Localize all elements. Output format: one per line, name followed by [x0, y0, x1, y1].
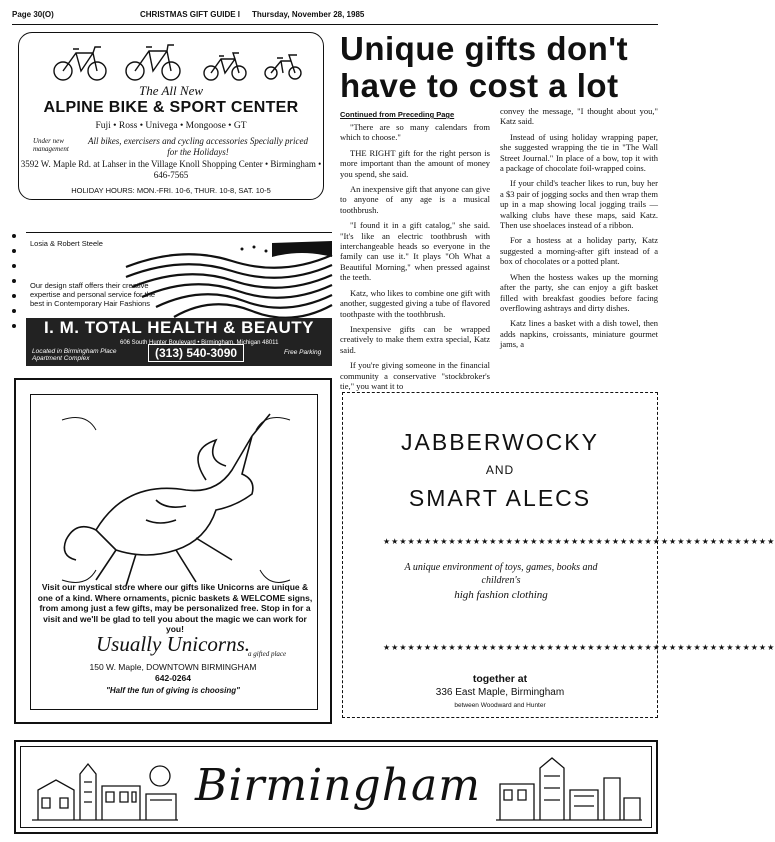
unicorns-store-name: Usually Unicorns.	[96, 632, 250, 656]
article-paragraph: If your child's teacher likes to run, buy her a $3 pair of jogging socks and then wrap them up in a map showing local jogging trails — walking clubs have these maps, said Katz. Then use shoelaces instead of a ribbon.	[500, 178, 658, 231]
birmingham-banner	[14, 740, 658, 834]
article-paragraph: Katz, who likes to combine one gift with another, suggested giving a tube of flavored toothpaste with the toothbrush.	[340, 287, 490, 319]
jabberwocky-together: together at	[472, 673, 528, 685]
health-owners: Losia & Robert Steele	[30, 239, 103, 248]
skyline-left-illustration	[30, 754, 180, 824]
jabberwocky-clothing: high fashion clothing	[454, 589, 548, 601]
article-paragraph: THE RIGHT gift for the right person is more important than the amount of money you spend, she said.	[340, 147, 490, 179]
health-ad-band	[26, 318, 332, 366]
health-location: Located in Birmingham Place Apartment Complex	[32, 348, 117, 362]
article-paragraph: Inexpensive gifts can be wrapped creatively to make them extra special, Katz said.	[340, 323, 490, 355]
unicorns-ad	[14, 378, 332, 724]
health-parking: Free Parking	[284, 349, 322, 356]
article-paragraph: Instead of using holiday wrapping paper, she suggested wrapping the tie in "The Wall Street Journal." In place of a bow, top it with a package of chocolate foil-wrapped coins.	[500, 131, 658, 174]
star-divider: ★★★★★★★★★★★★★★★★★★★★★★★★★★★★★★★★★★★★★★★★★★★★★★★★	[383, 537, 775, 546]
article-paragraph: "I found it in a gift catalog," she said. "It's like an electric toothbrush with interchangeable heads so everyone in the family can use it." It plays "Oh What a Beautiful Morning," when pressed against the teeth.	[340, 220, 490, 283]
article-paragraph: When the hostess wakes up the morning after the party, she can enjoy a gift basket filled with breakfast goodies before facing overflowing ashtrays and dirty dishes.	[500, 271, 658, 313]
jabberwocky-ad	[342, 392, 775, 718]
jabberwocky-cross-streets: between Woodward and Hunter	[454, 702, 546, 709]
jabberwocky-and: AND	[485, 463, 515, 477]
section-name: CHRISTMAS GIFT GUIDE I	[140, 10, 240, 19]
unicorns-phone: 642-0264	[155, 673, 191, 683]
unicorns-address	[16, 662, 330, 684]
article-paragraph: "There are so many calendars from which to choose."	[340, 122, 490, 143]
skyline-right-illustration	[494, 754, 644, 824]
unicorns-subtitle: a gifted place	[248, 650, 287, 658]
article-paragraph: For a hostess at a holiday party, Katz suggested a morning-after gift instead of a box of chocolates or a potted plant.	[500, 235, 658, 267]
smart-alecs-name: SMART ALECS	[408, 485, 592, 511]
jabberwocky-name: JABBERWOCKY	[401, 429, 599, 455]
ad-bullet-column	[12, 234, 20, 339]
alpine-tagline: The All New	[138, 83, 204, 98]
alpine-management-note: Under new management	[33, 137, 69, 153]
jabberwocky-description: A unique environment of toys, games, books and children's	[404, 562, 598, 586]
health-ad-top	[26, 232, 332, 321]
article-headline: Unique gifts don't have to cost a lot	[340, 30, 629, 104]
star-divider: ★★★★★★★★★★★★★★★★★★★★★★★★★★★★★★★★★★★★★★★★★★★★★★★★	[383, 643, 775, 652]
article-paragraph: An inexpensive gift that anyone can give to anyone of any age is a musical toothbrush.	[340, 184, 490, 215]
flag-illustration	[122, 237, 334, 321]
running-header	[12, 8, 658, 22]
article-continued: Continued from Preceding Page	[340, 110, 455, 119]
article-paragraph: Katz lines a basket with a dish towel, then adds napkins, croissants, miniature gourmet jams, a	[500, 318, 658, 350]
health-phone: (313) 540-3090	[148, 344, 244, 362]
article-paragraph: If you're giving someone in the financial community a conservative "stockbroker's tie," you want it to	[340, 360, 490, 391]
page-number: Page 30(O)	[12, 10, 54, 19]
unicorns-street: 150 W. Maple, DOWNTOWN BIRMINGHAM	[89, 662, 257, 672]
article-column-1	[340, 122, 490, 391]
alpine-bike-ad	[18, 32, 324, 200]
unicorns-tagline: "Half the fun of giving is choosing"	[106, 686, 240, 695]
jabberwocky-address: 336 East Maple, Birmingham	[435, 687, 565, 698]
health-copy: Our design staff offers their creative expertise and personal service for the best in Contemporary Hair Fashions	[30, 281, 156, 308]
article-paragraph: convey the message, "I thought about you," Katz said.	[500, 106, 658, 127]
unicorn-illustration	[56, 410, 296, 590]
article-column-2	[500, 106, 658, 362]
birmingham-script: Birmingham	[194, 760, 482, 811]
alpine-offer: All bikes, exercisers and cycling accessories Specially priced for the Holidays!	[87, 136, 309, 157]
alpine-address: 3592 W. Maple Rd. at Lahser in the Village Knoll Shopping Center • Birmingham • 646-7565	[20, 159, 322, 180]
health-address: 606 South Hunter Boulevard • Birmingham, Michigan 48011	[120, 340, 279, 346]
header-rule	[12, 24, 658, 25]
health-store-name: I. M. TOTAL HEALTH & BEAUTY	[43, 318, 315, 337]
unicorns-copy: Visit our mystical store where our gifts like Unicorns are unique & one of a kind. Where ornaments, picnic baskets & WELCOME signs, from among just a few gifts, may be personalized free. Stop in for a visit and we'll be glad to tell you about the magic we can work for you!	[37, 582, 313, 634]
alpine-hours: HOLIDAY HOURS: MON.-FRI. 10-6, THUR. 10-8, SAT. 10-5	[71, 186, 271, 195]
alpine-store-name: ALPINE BIKE & SPORT CENTER	[43, 99, 299, 116]
alpine-brands: Fuji • Ross • Univega • Mongoose • GT	[95, 121, 247, 131]
issue-date: Thursday, November 28, 1985	[252, 10, 365, 19]
bicycles-illustration	[49, 37, 309, 81]
